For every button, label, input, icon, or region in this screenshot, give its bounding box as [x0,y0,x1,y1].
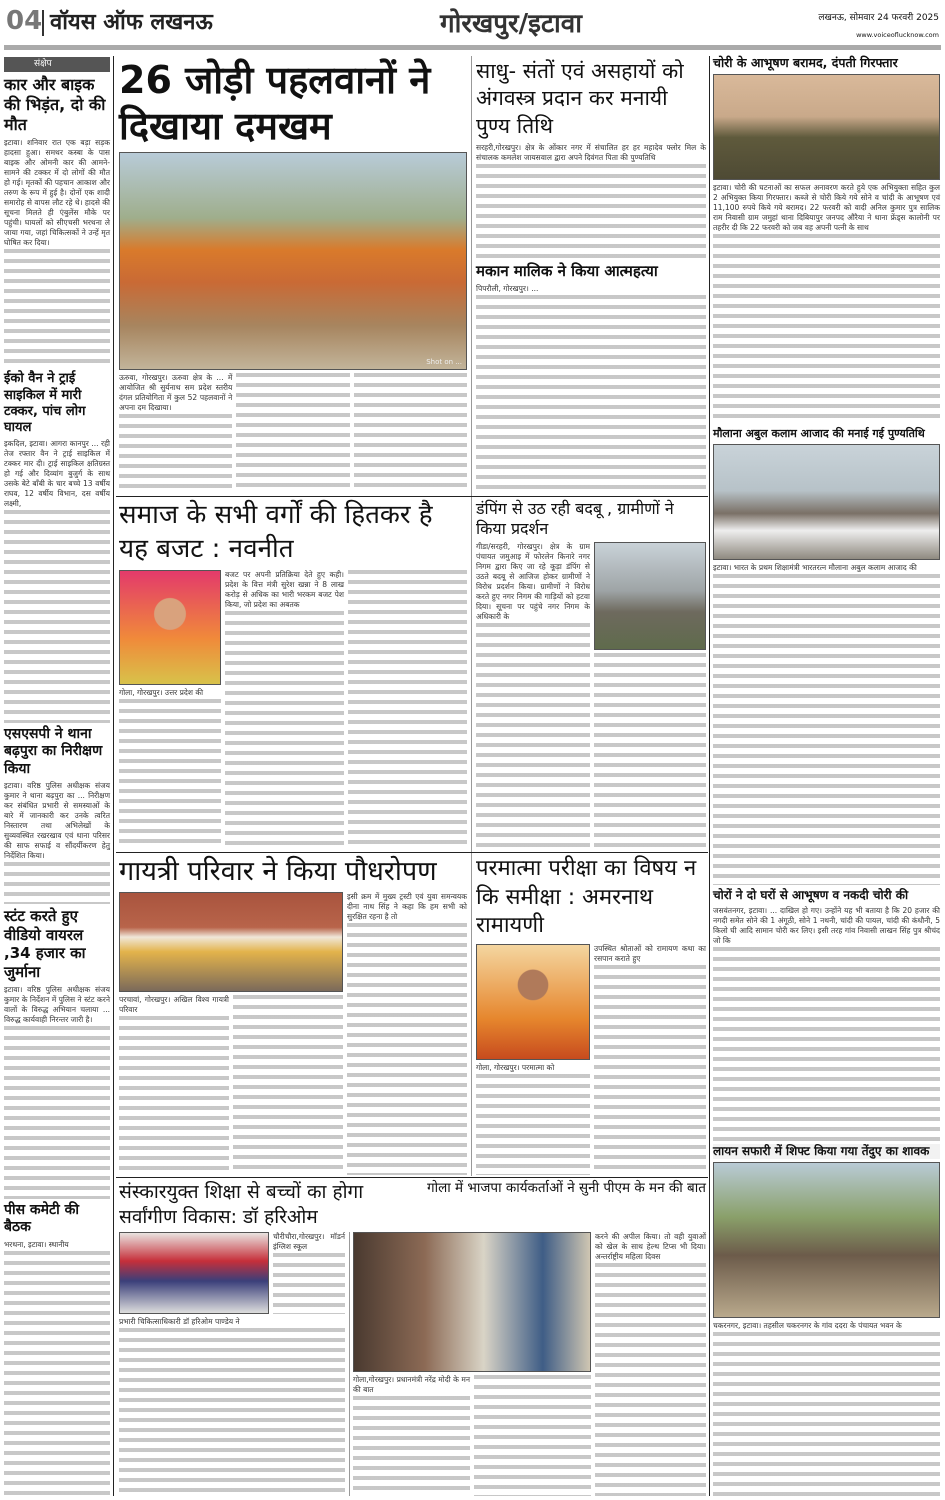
article-body: सरहरी,गोरखपुर। क्षेत्र के ओंकार नगर में संचालित हर हर महादेव फ्लोर मिल के संचालक कमलेश जायसवाल द्वारा अपने दिवंगत पिता की पुण्यतिथि [476,143,706,259]
headline: एसएसपी ने थाना बढ़पुरा का निरीक्षण किया [4,725,103,777]
leopard-cub-photo [713,1162,940,1318]
article-body: परचावां, गोरखपुर। अखिल विश्व गायत्री परिवार [119,995,229,1175]
masthead-rule [4,45,941,50]
article-body [348,570,467,849]
tribute-photo [713,444,940,560]
article-body: उपस्थित श्रोताओं को रामायण कथा का रसपान कराते हुए [594,944,706,1175]
headline: गायत्री परिवार ने किया पौधरोपण [119,856,437,887]
bottom-row [119,1180,706,1496]
page-number: 04 [6,6,43,36]
gayatri-story [119,855,467,1175]
briefs-column [4,57,110,1496]
right-column [713,55,940,1496]
article-body: चकरनगर, इटावा। तहसील चकरनगर के गांव ददरा के पंचायत भवन के [713,1321,940,1496]
navneet-portrait [119,570,221,685]
section-tab-brief: संक्षेप [4,57,110,72]
headline: समाज के सभी वर्गों की हितकर है यह बजट : नवनीत [119,500,433,564]
article-body: प्रभारी चिकित्साधिकारी डॉ हरिओम पाण्डेय ने [119,1317,345,1496]
divider [42,10,44,36]
article-body: इटावा। चोरी की घटनाओं का सफल अनावरण करते हुये एक अभियुक्ता सहित कुल 2 अभियुक्त किया गिरफ्तार। कब्जे से चोरी किये गये सोने व चांदी के आभूषण एवं 11,100 रुपये किये गये बरामद। 22 फरवरी को वादी अनिल कुमार पुत्र सालिक राम निवासी ग्राम जमुहां थाना दिबियापुर जनपद औरैया ने थाना फ्रेंड्स कालोनी पर तहरीर दी कि 22 फरवरी को जब वह अपनी पत्नी के साथ [713,183,940,424]
gola-story [349,1232,706,1496]
article-body: जसवंतनगर, इटावा। ... दाखिल हो गए। उन्होंने यह भी बताया है कि 20 हजार की नगदी समेत सोने की 1 अंगूठी, सोने 1 नथनी, चांदी की पायल, चांदी की कंधौनी, 5 किलो घी आदि सामान चोरी कर लिए। इसी तरह गांव निवासी लाखन सिंह पुत्र श्रीचंद जो कि [713,906,940,1141]
column-rule [113,56,114,1496]
mann-ki-baat-photo [353,1232,591,1372]
article-body: गोला,गोरखपुर। प्रधानमंत्री नरेंद्र मोदी के मन की बात [353,1375,470,1496]
article-body: बजट पर अपनी प्रतिक्रिया देते हुए कही। प्रदेश के वित्त मंत्री सुरेश खन्ना ने 8 लाख करोड़ से अधिक का भारी भरकम बजट पेश किया, जो प्रदेश का अबतक [225,570,344,849]
headline: संस्कारयुक्त शिक्षा से बच्चों का होगा सर्वांगीण विकास: डॉ हरिओम [119,1181,364,1228]
article-body [233,995,343,1175]
masthead [0,0,945,52]
headline: साधु- संतों एवं असहायों को अंगवस्त्र प्रदान कर मनायी पुण्य तिथि [476,59,684,138]
protest-photo [594,542,706,650]
website[interactable]: www.voiceoflucknow.com [856,31,939,39]
article-body: गोला, गोरखपुर। उत्तर प्रदेश की [119,688,221,849]
dumping-story [476,499,706,849]
article-body: इकदिल, इटावा। आगरा कानपुर ... रही तेज रफ्तार वैन ने ट्राई साइकिल में टक्कर मार दी। ट्राई साइकिल क्षतिग्रस्त हो गई और दिव्यांग बुजुर्ग के साथ उसके बेटे बाँबी के चार बच्चे 13 वर्षीय राघव, 12 वर्षीय विभान, दस वर्षीय लक्ष्मी, [4,439,110,722]
article-body: चौरीचौरा,गोरखपुर। मॉडर्न इंग्लिश स्कूल [273,1232,345,1314]
sadhu-story [476,58,706,493]
headline: चोरी के आभूषण बरामद, दंपती गिरफ्तार [713,55,898,70]
headline: ईको वैन ने ट्राई साइकिल में मारी टक्कर, पांच लोग घायल [4,371,86,436]
edition-title: गोरखपुर/इटावा [440,9,582,39]
subheadline: मकान मालिक ने किया आत्महत्या [476,262,658,281]
article-body: पिपरौली, गोरखपुर। ... [476,284,706,493]
article-body: गोला, गोरखपुर। परमात्मा को [476,1063,590,1175]
samaj-story [119,499,467,849]
headline: पीस कमेटी की बैठक [4,1201,79,1236]
article-body: इटावा। भारत के प्रथम शिक्षामंत्री भारतरत्न मौलाना अबुल कलाम आजाद की [713,563,940,885]
headline: डंपिंग से उठ रही बदबू , ग्रामीणों ने किया प्रदर्शन [476,499,674,538]
wrestlers-photo [119,152,467,370]
headline: कार और बाइक की भिड़ंत, दो की मौत [4,75,106,134]
headline: स्टंट करते हुए वीडियो वायरल ,34 हजार का जुर्माना [4,906,86,982]
headline: लायन सफारी में शिफ्ट किया गया तेंदुए का शावक [713,1144,940,1159]
row-rule [116,852,708,853]
article-body [474,1375,591,1496]
row-rule [116,496,708,497]
speaker-photo [476,944,590,1060]
article-body: गीडा/सरहरी, गोरखपुर। क्षेत्र के ग्राम पंचायत जमुआइ में फोरलेन किनारे नगर निगम द्वारा किए जा रहे कूड़ा डंपिंग से उठते बदबू से आजिज होकर ग्रामीणों ने विरोध प्रदर्शन किया। ग्रामीणों ने विरोध करते हुए नगर निगम की गाड़ियों को हटवा दिया। सूचना पर पहुंचे नगर निगम के अधिकारी के [476,542,590,849]
article-body: इटावा। शनिवार रात एक बड़ा सड़क हादसा हुआ। समथर कस्बा के पास बाइक और ओमनी कार की आमने-सामने की टक्कर में दो लोगों की मौत हो गई। मृतकों की पहचान आकाश और तरुण के रूप में हुई है। दोनों एक शादी समारोह से वापस लौट रहे थे। हादसे की सूचना मिलते ही एंबुलेंस मौके पर पहुंची। घायलों को सीएचसी भरथना ले जाया गया, जहां चिकित्सकों ने उन्हें मृत घोषित कर दिया। [4,138,110,368]
paper-name-logo: वॉयस ऑफ लखनऊ [50,10,213,35]
sanskar-story [119,1232,345,1496]
lead-story [119,58,467,493]
photo-caption: Shot on ... [426,358,462,366]
parmatma-story [476,855,706,1175]
plantation-photo [119,892,343,992]
article-body: करने की अपील किया। तो वही युवाओं को खेल के साथ हेल्थ टिप्स भी दिया। अन्तर्राष्ट्रीय महिला दिवस [595,1232,706,1496]
article-body: इटावा। वरिष्ठ पुलिस अधीक्षक संजय कुमार ने थाना बढ़पुरा का ... निरीक्षण कर संबंधित प्रभारी से समस्याओं के बारे में जानकारी कर उनके त्वरित निस्तारण तथा अभिलेखों के सुव्यवस्थित रखरखाव एवं थाना परिसर की साफ सफाई व सौंदर्यीकरण हेतु निर्देशित किया। [4,781,110,904]
column-rule [471,56,472,1176]
column-rule [709,56,710,1496]
headline: गोला में भाजपा कार्यकर्ताओं ने सुनी पीएम के मन की बात [427,1180,706,1196]
article-body [354,373,467,493]
headline: चोरों ने दो घरों से आभूषण व नकदी चोरी की [713,887,909,902]
police-press-photo [713,74,940,180]
article-body [236,373,349,493]
headline: परमात्मा परीक्षा का विषय न कि समीक्षा : अमरनाथ रामायणी [476,856,697,939]
lead-headline: 26 जोड़ी पहलवानों ने दिखाया दमखम [119,58,431,148]
article-body: इसी क्रम में मुख्य ट्रस्टी एवं युवा समन्वयक दीना नाथ सिंह ने कहा कि हम सभी को सुरक्षित रहना है तो [347,892,467,1175]
headline: मौलाना अबुल कलाम आजाद की मनाई गई पुण्यतिथि [713,426,925,440]
article-body: भरथना, इटावा। स्थानीय [4,1240,110,1496]
school-event-photo [119,1232,269,1314]
dateline: लखनऊ, सोमवार 24 फरवरी 2025 [818,13,939,23]
row-rule [116,1177,708,1178]
article-body [594,653,706,849]
article-body: ऊरुवा, गोरखपुर। ऊरुवा क्षेत्र के ... में आयोजित श्री सुर्यनाथ सम प्रदेश स्तरीय दंगल प्रतियोगिता में कुल 52 पहलवानों ने अपना दम दिखाया। [119,373,232,493]
article-body: इटावा। वरिष्ठ पुलिस अधीक्षक संजय कुमार के निर्देशन में पुलिस ने स्टंट करने वालों के विरुद्ध अभियान चलाया ... विरुद्ध कार्यवाही निरन्तर जारी है। [4,985,110,1199]
